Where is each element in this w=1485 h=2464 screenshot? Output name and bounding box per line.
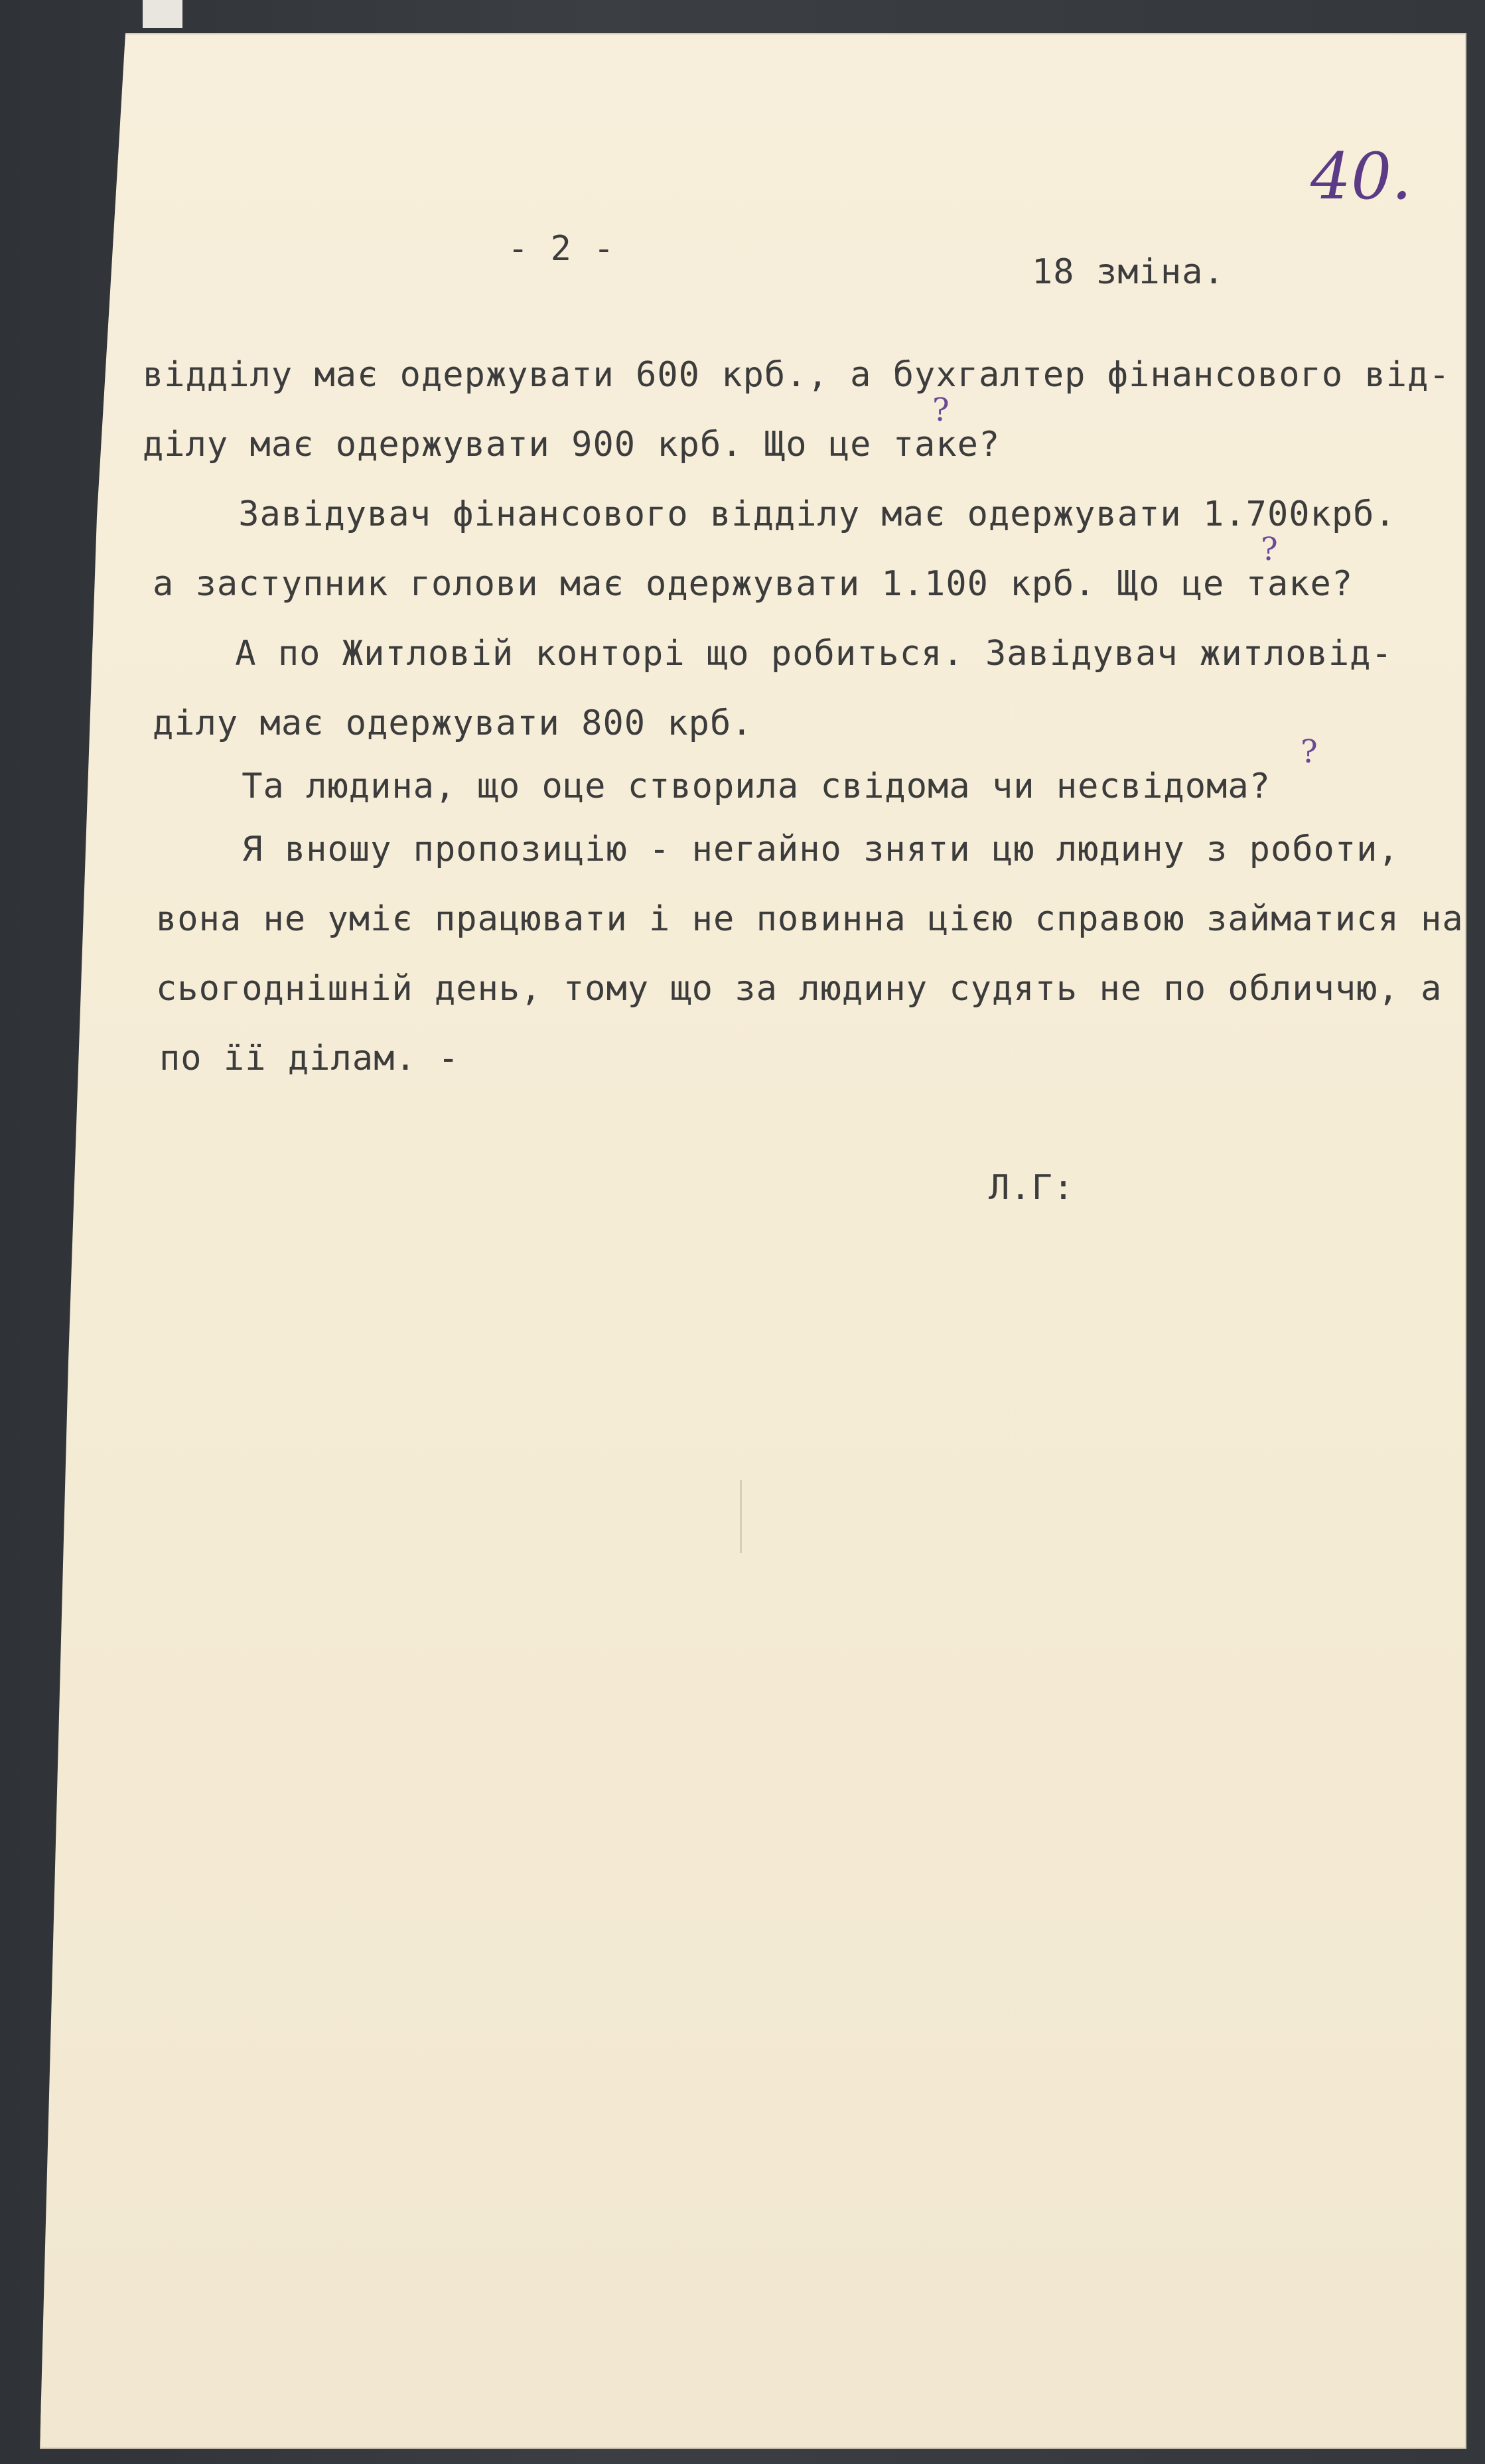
body-line-4: а заступник голови має одержувати 1.100 крб. Що це таке? [153,564,1354,604]
body-line-5: А по Житловій конторі що робиться. Завідувач житловід- [149,634,1393,674]
signature-initials: Л.Г: [989,1168,1075,1208]
body-line-8: Я вношу пропозицію - негайно зняти цю людину з роботи, [156,830,1399,869]
handwritten-question-mark: ? [1261,531,1278,568]
folder-tab [143,0,182,28]
document-date: 18 зміна. [1032,252,1225,292]
body-line-3: Завідувач фінансового відділу має одержувати 1.700крб. [153,494,1396,534]
archive-page-number: 40. [1310,139,1412,214]
document-page [40,33,1466,2449]
body-line-6: ділу має одержувати 800 крб. [153,703,753,743]
body-line-9: вона не уміє працювати і не повинна цією справою займатися на [156,899,1464,939]
handwritten-question-mark: ? [1301,733,1318,770]
body-line-10: сьогоднішній день, тому що за людину судять не по обличчю, а [156,969,1443,1009]
paper-crease [740,1480,742,1553]
body-line-11: по її ділам. - [159,1039,460,1078]
page-number: - 2 - [508,229,615,269]
body-line-2: ділу має одержувати 900 крб. Що це таке? [143,425,1001,465]
body-line-7: Та людина, що оце створила свідома чи несвідома? [156,766,1271,806]
handwritten-question-mark: ? [932,392,950,429]
body-line-1: відділу має одержувати 600 крб., а бухгалтер фінансового від- [143,355,1450,395]
